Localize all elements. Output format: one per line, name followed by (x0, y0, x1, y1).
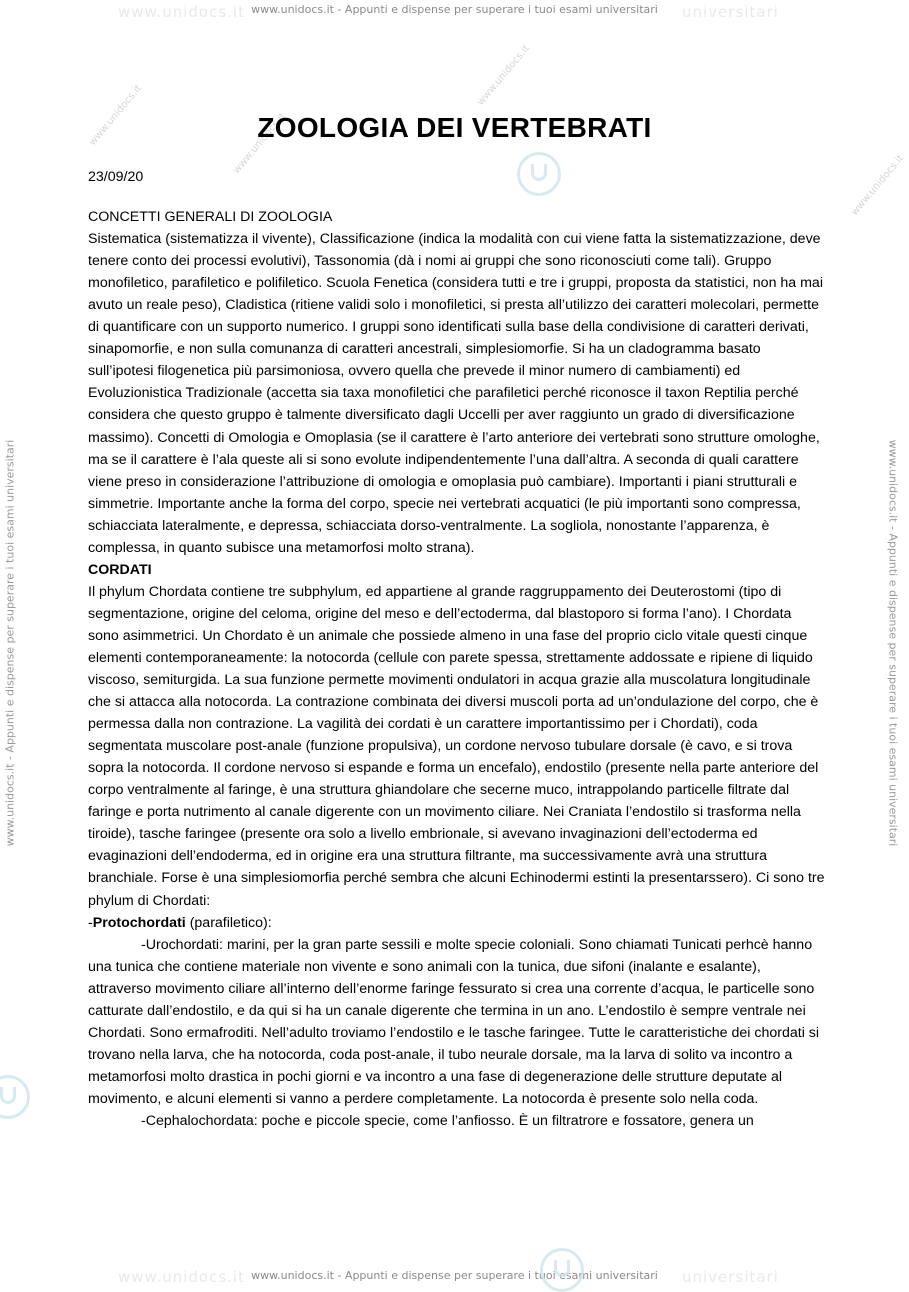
watermark-right: www.unidocs.it - Appunti e dispense per superare i tuoi esami universitari (886, 439, 900, 847)
protochordati-note: (parafiletico): (185, 914, 272, 931)
watermark-ghost-top-right: universitari (682, 3, 779, 21)
section-heading-cordati: CORDATI (88, 561, 152, 578)
paragraph-urochordati: -Urochordati: marini, per la gran parte sessili e molte specie coloniali. Sono chiamati Tunicati perhcè hanno una tunica che contiene materiale non vivente e sono animali con la tunica, due sifoni (inalante e esalante), attraverso movimento ciliare all’interno dell’enorme faringe fessurato si crea una corrente d’acqua, le particelle sono catturate dall’endostilo, e da qui si ha un canale digerente che termina in un ano. L’endostilo è sempre ventrale nei Chordati. Sono ermafroditi. Nell’adulto troviamo l’endostilo e le tasche faringee. Tutte le caratteristiche dei chordati si trovano nella larva, che ha notocorda, coda post-anale, il tubo neurale dorsale, ma la larva di solito va incontro a metamorfosi molto drastica in pochi giorni e va incontro a una fase di degenerazione delle strutture deputate al movimento, e alcuni elementi si vanno a perdere completamente. La notocorda è presente solo nella coda. (88, 936, 820, 1107)
paragraph-chordata: Il phylum Chordata contiene tre subphylum, ed appartiene al grande raggruppamento dei Deuterostomi (tipo di segmentazione, origine del celoma, origine del meso e dell’ectoderma, dal blastoporo si forma l’ano). I Chordata sono asimmetrici. Un Chordato è un animale che possiede almeno in una fase del proprio ciclo vitale questi cinque elementi contemporaneamente: la notocorda (cellule con parete spessa, strettamente addossate e ripiene di liquido viscoso, semiturgida. La sua funzione permette movimenti ondulatori in acqua grazie alla muscolatura longitudinale che si attacca alla notocorda. La contrazione combinata dei diversi muscoli porta ad un’ondulazione del corpo, che è permessa dalla non contrazione. La vagilità dei cordati è un carattere importantissimo per i Chordati), coda segmentata muscolare post-anale (funzione propulsiva), un cordone nervoso tubulare dorsale (è cavo, e si trova sopra la notocorda. Il cordone nervoso si espande e forma un encefalo), endostilo (presente nella parte anteriore del corpo ventralmente al faringe, è una struttura ghiandolare che secerne muco, intrappolando particelle filtrate dal faringe e porta nutrimento al canale digerente con un movimento ciliare. Nei Craniata l’endostilo si trasforma nella tiroide), tasche faringee (presente ora solo a livello embrionale, si avevano invaginazioni dell’ectoderma ed evaginazioni dell’endoderma, ed in origine era una struttura filtrante, ma successivamente avrà una struttura branchiale. Forse è una simplesiomorfia perché sembra che alcuni Echinodermi estinti la presentarssero). Ci sono tre phylum di Chordati: (88, 583, 825, 909)
watermark-bottom: www.unidocs.it - Appunti e dispense per superare i tuoi esami universitari (251, 1269, 658, 1282)
section-heading-concetti: CONCETTI GENERALI DI ZOOLOGIA (88, 209, 333, 226)
watermark-logo-icon (0, 1075, 30, 1119)
protochordati-term: Protochordati (92, 914, 186, 931)
paragraph-concetti: Sistematica (sistematizza il vivente), Classificazione (indica la modalità con cui viene fatta la sistematizzazione, deve tenere conto dei processi evolutivi), Tassonomia (dà i nomi ai gruppi che sono riconosciuti come tali). Gruppo monofiletico, parafiletico e polifiletico. Scuola Fenetica (considera tutti e tre i gruppi, proposta da statistici, non ha mai avuto un reale peso), Cladistica (ritiene validi solo i monofiletici, si presta all’utilizzo dei caratteri molecolari, permette di quantificare con un supporto numerico. I gruppi sono identificati sulla base della condivisione di caratteri derivati, sinapomorfie, e non sulla comunanza di caratteri ancestrali, simplesiomorfie. Si ha un cladogramma basato sull’ipotesi filogenetica più parsimoniosa, ovvero quella che prevede il minor numero di cambiamenti) ed Evoluzionistica Tradizionale (accetta sia taxa monofiletici che parafiletici perché riconosce il taxon Reptilia perché considera che questo gruppo è talmente diversificato dagli Uccelli per aver raggiunto un grado di diversificazione massimo). Concetti di Omologia e Omoplasia (se il carattere è l’arto anteriore dei vertebrati sono strutture omologhe, ma se il carattere è l’ala queste ali si sono evolute indipendentemente l’una dall’altra. A seconda di quali carattere viene preso in considerazione l’attribuzione di omologia e omoplasia può cambiare). Importanti i piani strutturali e simmetrie. Importante anche la forma del corpo, specie nei vertebrati acquatici (le più importanti sono compressa, schiacciata lateralmente, e depressa, schiacciata dorso-ventralmente. La sogliola, nonostante l’apparenza, è complessa, in quanto subisce una metamorfosi molto strana). (88, 231, 823, 556)
watermark-diagonal: www.unidocs.it (475, 43, 533, 108)
paragraph-cephalochordata: -Cephalochordata: poche e piccole specie, come l’anfiosso. È un filtratrore e fossatore, genera un (141, 1112, 754, 1129)
document-body (88, 166, 826, 1132)
watermark-top: www.unidocs.it - Appunti e dispense per superare i tuoi esami universitari (251, 3, 658, 16)
watermark-diagonal: www.unidocs.it (231, 111, 289, 176)
watermark-logo-icon (540, 1248, 584, 1292)
watermark-ghost-bottom-left: www.unidocs.it (118, 1268, 245, 1286)
protochordati-line (88, 912, 826, 934)
watermark-ghost-top-left: www.unidocs.it (118, 3, 245, 21)
watermark-left: www.unidocs.it - Appunti e dispense per superare i tuoi esami universitari (3, 439, 17, 847)
watermark-diagonal: www.unidocs.it (87, 83, 145, 148)
watermark-diagonal: www.unidocs.it (849, 153, 907, 218)
protochordati-dash: - (88, 914, 93, 931)
watermark-ghost-bottom-right: universitari (682, 1268, 779, 1286)
document-title: ZOOLOGIA DEI VERTEBRATI (257, 112, 652, 143)
document-date: 23/09/20 (88, 169, 144, 185)
